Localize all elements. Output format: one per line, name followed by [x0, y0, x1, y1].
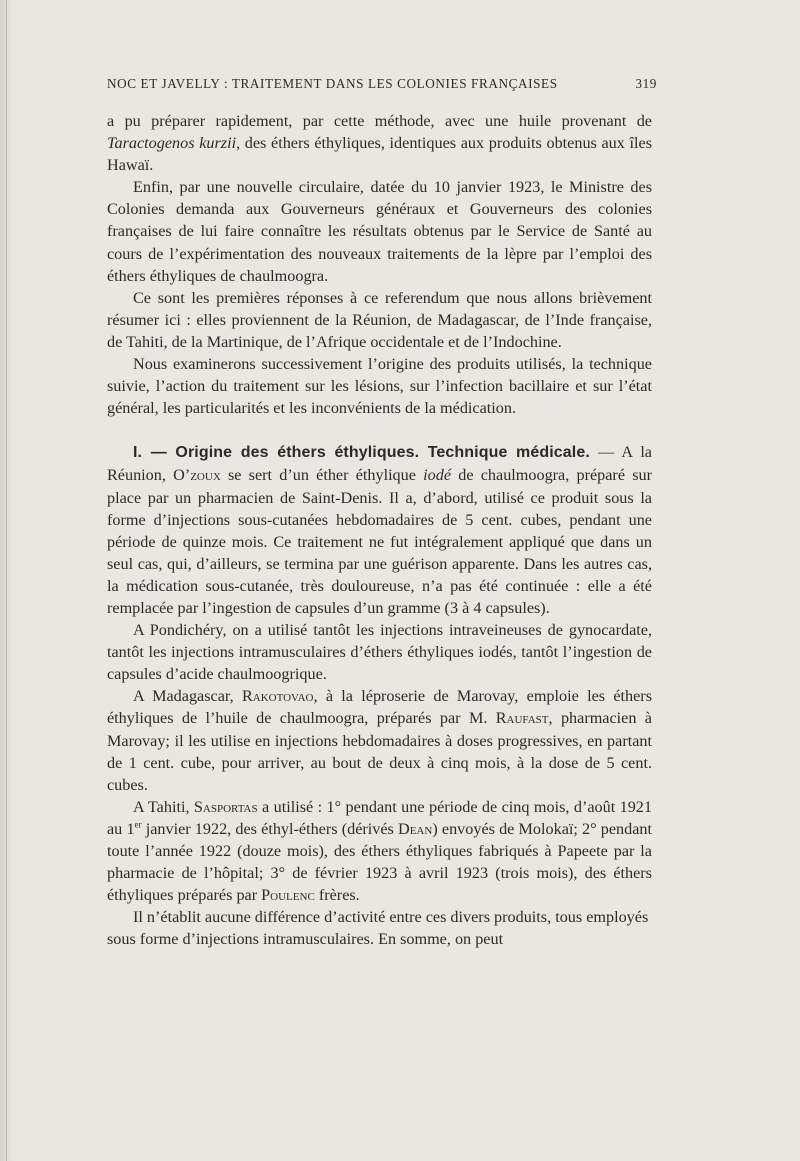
paragraph-3: Ce sont les premières réponses à ce referendum que nous allons brièvement résumer ici : elles proviennent de la Réunion, de Madagascar, de l’Inde française, de Tahiti, de la Martinique, de l’Afrique occidentale et de l’Indochine.: [107, 288, 652, 351]
section-paragraph: [107, 441, 652, 619]
paragraph-1-text-a: a pu préparer rapidement, par cette méthode, avec une huile provenant de: [107, 112, 652, 130]
paragraph-2: Enfin, par une nouvelle circulaire, datée du 10 janvier 1923, le Ministre des Colonies demanda aux Gouverneurs généraux et Gouverneurs des colonies françaises de lui faire connaître les résultats obtenus par le Service de Santé au cours de l’expérimentation des nouveaux traitements de la lèpre par l’emploi des éthers éthyliques de chaulmoogra.: [107, 178, 652, 285]
section-title: I. — Origine des éthers éthyliques. Technique médicale.: [133, 444, 590, 462]
paragraph-4: Nous examinerons successivement l’origine des produits utilisés, la technique suivie, l’action du traitement sur les lésions, sur l’infection bacillaire et sur l’état général, les particularités et les inconvénients de la médication.: [107, 355, 652, 418]
paragraph-tahiti-text-a: A Tahiti,: [133, 797, 194, 816]
paragraph-1: [107, 110, 652, 176]
author-name: Sasportas: [193, 797, 258, 816]
section-text-c: de chaulmoogra, préparé sur place par un pharmacien de Saint-Denis. Il a, d’abord, utilisé ce produit sous la forme d’injections sous-cutanées hebdomadaires de 5 cent. cubes, pendant une période de quinze mois. Ce traitement ne fut intégralement appliqué que dans un seul cas, qui, d’ailleurs, se termina par une guérison apparente. Dans les autres cas, la médication sous-cutanée, très douloureuse, n’a pas été continuée : elle a été remplacée par l’ingestion de capsules d’un gramme (3 à 4 capsules).: [107, 466, 653, 617]
section-text-b: se sert d’un éther éthylique: [220, 466, 424, 485]
paragraph-tahiti-text-d: ) envoyés de Molokaï; 2° pendant toute l’année 1922 (douze mois), des éthers éthyliques fabriqués à Papeete par la pharmacie de l’hôpital; 3° de février 1923 à avril 1923 (trois mois), des éthers éthyliques préparés par: [107, 819, 653, 905]
author-name: Dean: [398, 819, 433, 838]
author-name: Raufast: [495, 709, 549, 728]
italic-term: iodé: [423, 466, 452, 485]
paragraph-madagascar-text-a: A Madagascar,: [133, 687, 242, 706]
body-text: [107, 110, 652, 950]
paragraph-pondichery: A Pondichéry, on a utilisé tantôt les injections intraveineuses de gynocardate, tantôt les injections intramusculaires d’éthers éthyliques iodés, tantôt l’ingestion de capsules d’acide chaulmoogrique.: [107, 621, 652, 684]
paragraph-tahiti: [107, 796, 652, 906]
paragraph-tahiti-text-b: a utilisé : 1° pendant une période de cinq mois, d’août 1921 au 1: [107, 797, 652, 838]
paragraph-final: Il n’établit aucune différence d’activité entre ces divers produits, tous employés sous forme d’injections intramusculaires. En somme, on peut: [107, 908, 649, 949]
author-name: Rakotovao: [241, 687, 314, 706]
page-gutter-shadow: [0, 0, 14, 1161]
paragraph-madagascar-text-c: , pharmacien à Marovay; il les utilise en injections hebdomadaires à doses progressives, en partant de 1 cent. cube, pour arriver, au bout de deux à cinq mois, à la dose de 5 cent. cubes.: [107, 709, 652, 794]
running-header: [107, 76, 657, 92]
paragraph-tahiti-text-e: frères.: [314, 886, 360, 905]
page-binding-line: [6, 0, 7, 1161]
superscript: er: [134, 819, 142, 830]
paragraph-1-text-b: , des éthers éthyliques, identiques aux produits obtenus aux îles Hawaï.: [107, 134, 652, 175]
paragraph-madagascar-text-b: , à la léproserie de Marovay, emploie les éthers éthyliques de l’huile de chaulmoogra, préparés par M.: [107, 687, 652, 728]
author-name: Poulenc: [261, 886, 315, 905]
section-text-a: — A la Réunion,: [107, 443, 652, 485]
section-gap: [107, 419, 652, 441]
running-title: NOC ET JAVELLY : TRAITEMENT DANS LES COLONIES FRANÇAISES: [107, 76, 558, 91]
page-number: 319: [635, 76, 657, 91]
paragraph-tahiti-text-c: janvier 1922, des éthyl-éthers (dérivés: [141, 819, 399, 838]
author-name: O’zoux: [173, 466, 221, 485]
species-name: Taractogenos kurzii: [107, 134, 237, 153]
paragraph-madagascar: [107, 685, 652, 795]
